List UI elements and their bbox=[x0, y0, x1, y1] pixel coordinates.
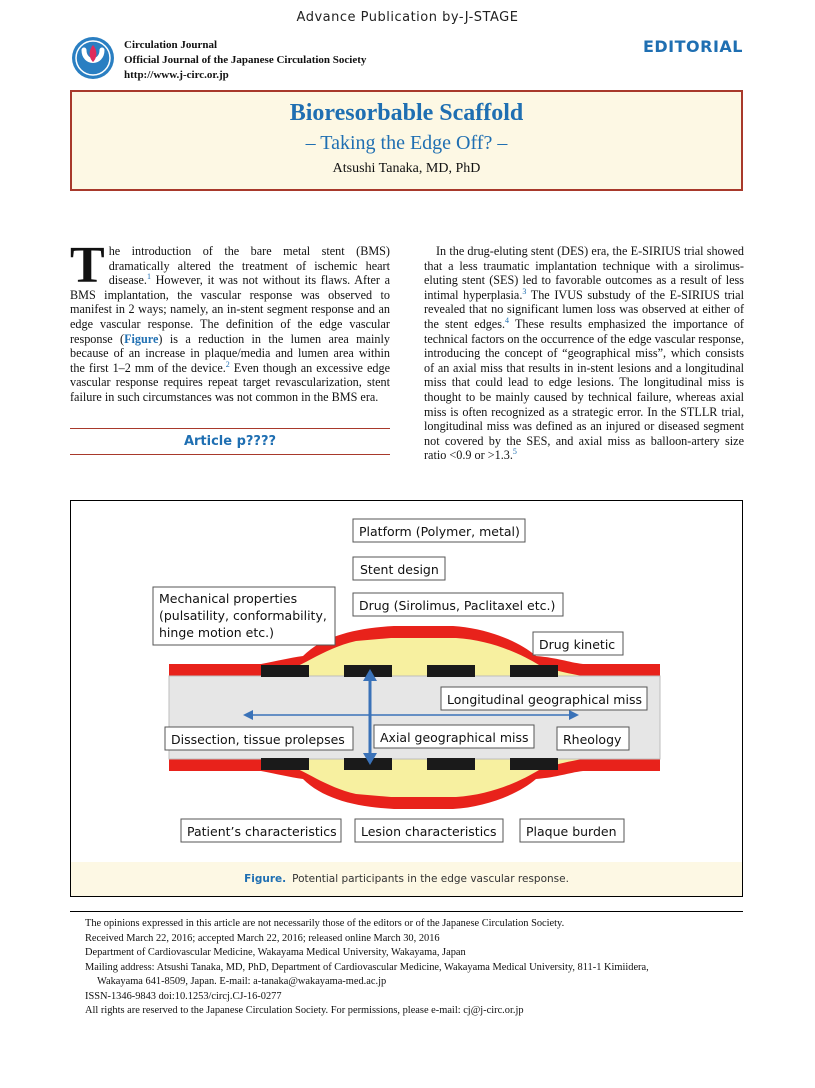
footer-disclaimer: The opinions expressed in this article are not necessarily those of the editors or of the Japanese Circulation Society. bbox=[85, 918, 565, 929]
label-platform bbox=[353, 519, 525, 542]
label-plaque-text: Plaque burden bbox=[526, 824, 617, 839]
label-patient-characteristics bbox=[181, 819, 341, 842]
footer-rights: All rights are reserved to the Japanese Circulation Society. For permissions, please e-mail: cj@j-circ.or.jp bbox=[85, 1005, 524, 1016]
label-longitudinal-miss bbox=[441, 687, 647, 710]
label-rheology bbox=[557, 727, 629, 750]
label-drug-text: Drug (Sirolimus, Paclitaxel etc.) bbox=[359, 598, 556, 613]
publication-note: Advance Publication by-J-STAGE bbox=[296, 10, 519, 25]
text-run: Even though an excessive edge vascular response requires repeat target revascularization, stent failure in such circumstances was not common in the BMS era. bbox=[70, 360, 390, 404]
text-run: The IVUS substudy of the E-SIRIUS trial revealed that no significant lumen loss was observed at either of the stent edges. bbox=[424, 287, 744, 331]
footer-issn: ISSN-1346-9843 doi:10.1253/circj.CJ-16-0277 bbox=[85, 990, 282, 1002]
footer-department: Department of Cardiovascular Medicine, Wakayama Medical University, Wakayama, Japan bbox=[85, 947, 466, 958]
footer-dates: Received March 22, 2016; accepted March 22, 2016; released online March 30, 2016 bbox=[85, 932, 440, 944]
body-column-left bbox=[70, 237, 391, 405]
label-patient-text: Patient’s characteristics bbox=[187, 824, 337, 839]
strut bbox=[510, 758, 558, 770]
label-mechanical-properties bbox=[153, 587, 335, 645]
paragraph-2 bbox=[424, 244, 744, 463]
label-lesion-characteristics bbox=[355, 819, 503, 842]
figure-caption bbox=[71, 862, 742, 896]
reference-link[interactable]: 1 bbox=[146, 272, 151, 282]
figure-caption-text: Potential participants in the edge vascular response. bbox=[292, 873, 569, 885]
label-mech-line-3: hinge motion etc.) bbox=[159, 625, 274, 640]
journal-url[interactable]: http://www.j-circ.or.jp bbox=[124, 69, 229, 81]
figure-diagram bbox=[71, 501, 741, 861]
label-axial-miss-text: Axial geographical miss bbox=[380, 730, 529, 745]
label-stent-design bbox=[353, 557, 445, 580]
paragraph-1 bbox=[70, 237, 391, 405]
label-lesion-text: Lesion characteristics bbox=[361, 824, 497, 839]
title-block bbox=[70, 90, 743, 191]
reference-link[interactable]: 5 bbox=[512, 447, 517, 457]
circulation-journal-logo-icon bbox=[71, 36, 115, 80]
strut bbox=[427, 665, 475, 677]
figure-caption-label: Figure. bbox=[244, 873, 287, 885]
text-run: However, it was not without its flaws. After a BMS implantation, the vascular response was observed to manifest in 2 ways; namely, an in-stent segment response and an edge vascular response. The definition of the edge vascular response ( bbox=[70, 273, 390, 346]
figure-link[interactable]: Figure bbox=[124, 331, 159, 346]
related-article-link[interactable]: Article p???? bbox=[70, 428, 390, 455]
label-drug-kinetic-text: Drug kinetic bbox=[539, 637, 616, 652]
footer-mailing-address-cont: Wakayama 641-8509, Japan. E-mail: a-tanaka@wakayama-med.ac.jp bbox=[97, 976, 387, 987]
text-run: ) is a reduction in the lumen area mainly because of an increase in plaque/media and lumen area within the first 1–2 mm of the device. bbox=[70, 331, 391, 375]
label-dissection-text: Dissection, tissue prolepses bbox=[171, 732, 345, 747]
label-stent-design-text: Stent design bbox=[360, 562, 439, 577]
footer-mailing-address: Mailing address: Atsushi Tanaka, MD, PhD, Department of Cardiovascular Medicine, Wakayama Medical University, 811-1 Kimiidera, bbox=[85, 961, 649, 973]
label-mech-line-1: Mechanical properties bbox=[159, 591, 298, 606]
journal-info bbox=[124, 38, 366, 83]
label-rheology-text: Rheology bbox=[563, 732, 622, 747]
journal-subtitle: Official Journal of the Japanese Circulation Society bbox=[124, 54, 367, 66]
label-axial-miss bbox=[374, 725, 534, 748]
figure bbox=[70, 500, 743, 897]
article-title: Bioresorbable Scaffold bbox=[289, 100, 524, 126]
strut bbox=[427, 758, 475, 770]
text-run: These results emphasized the importance of technical factors on the occurrence of the edge vascular response, introducing the concept of “geographical miss”, which consists of an axial miss that results in in-stent lesions and a longitudinal miss that could lead to edge lesions. The longitudinal miss is thought to be mainly caused by technical failure, whereas axial miss is often recognized as a strategic error. In the STLLR trial, longitudinal miss was defined as an injured or diseased segment not covered by the SES, and axial miss as balloon-artery size ratio <0.9 or >1.3. bbox=[424, 316, 744, 463]
strut bbox=[261, 758, 309, 770]
footer-notes bbox=[85, 917, 745, 1019]
article-subtitle: – Taking the Edge Off? – bbox=[305, 132, 508, 154]
body-column-right bbox=[424, 244, 744, 463]
text-run: In the drug-eluting stent (DES) era, the E-SIRIUS trial showed that a less traumatic implantation technique with a sirolimus-eluting stent (SES) led to favorable outcomes as a result of less intimal hyperplasia. bbox=[424, 244, 744, 302]
label-longitudinal-miss-text: Longitudinal geographical miss bbox=[447, 692, 642, 707]
reference-link[interactable]: 2 bbox=[225, 359, 230, 369]
journal-name: Circulation Journal bbox=[124, 39, 218, 51]
section-label: EDITORIAL bbox=[642, 37, 743, 56]
strut bbox=[261, 665, 309, 677]
footer-divider bbox=[70, 911, 743, 912]
label-dissection bbox=[165, 727, 353, 750]
drop-cap: T bbox=[70, 237, 105, 294]
text-run: he introduction of the bare metal stent (BMS) dramatically altered the treatment of ischemic heart disease. bbox=[108, 244, 390, 288]
strut bbox=[510, 665, 558, 677]
reference-link[interactable]: 3 bbox=[522, 286, 527, 296]
article-author: Atsushi Tanaka, MD, PhD bbox=[332, 161, 481, 176]
label-plaque-burden bbox=[520, 819, 624, 842]
label-drug bbox=[353, 593, 563, 616]
label-mech-line-2: (pulsatility, conformability, bbox=[159, 608, 327, 623]
label-drug-kinetic bbox=[533, 632, 623, 655]
label-platform-text: Platform (Polymer, metal) bbox=[359, 524, 520, 539]
reference-link[interactable]: 4 bbox=[505, 315, 510, 325]
